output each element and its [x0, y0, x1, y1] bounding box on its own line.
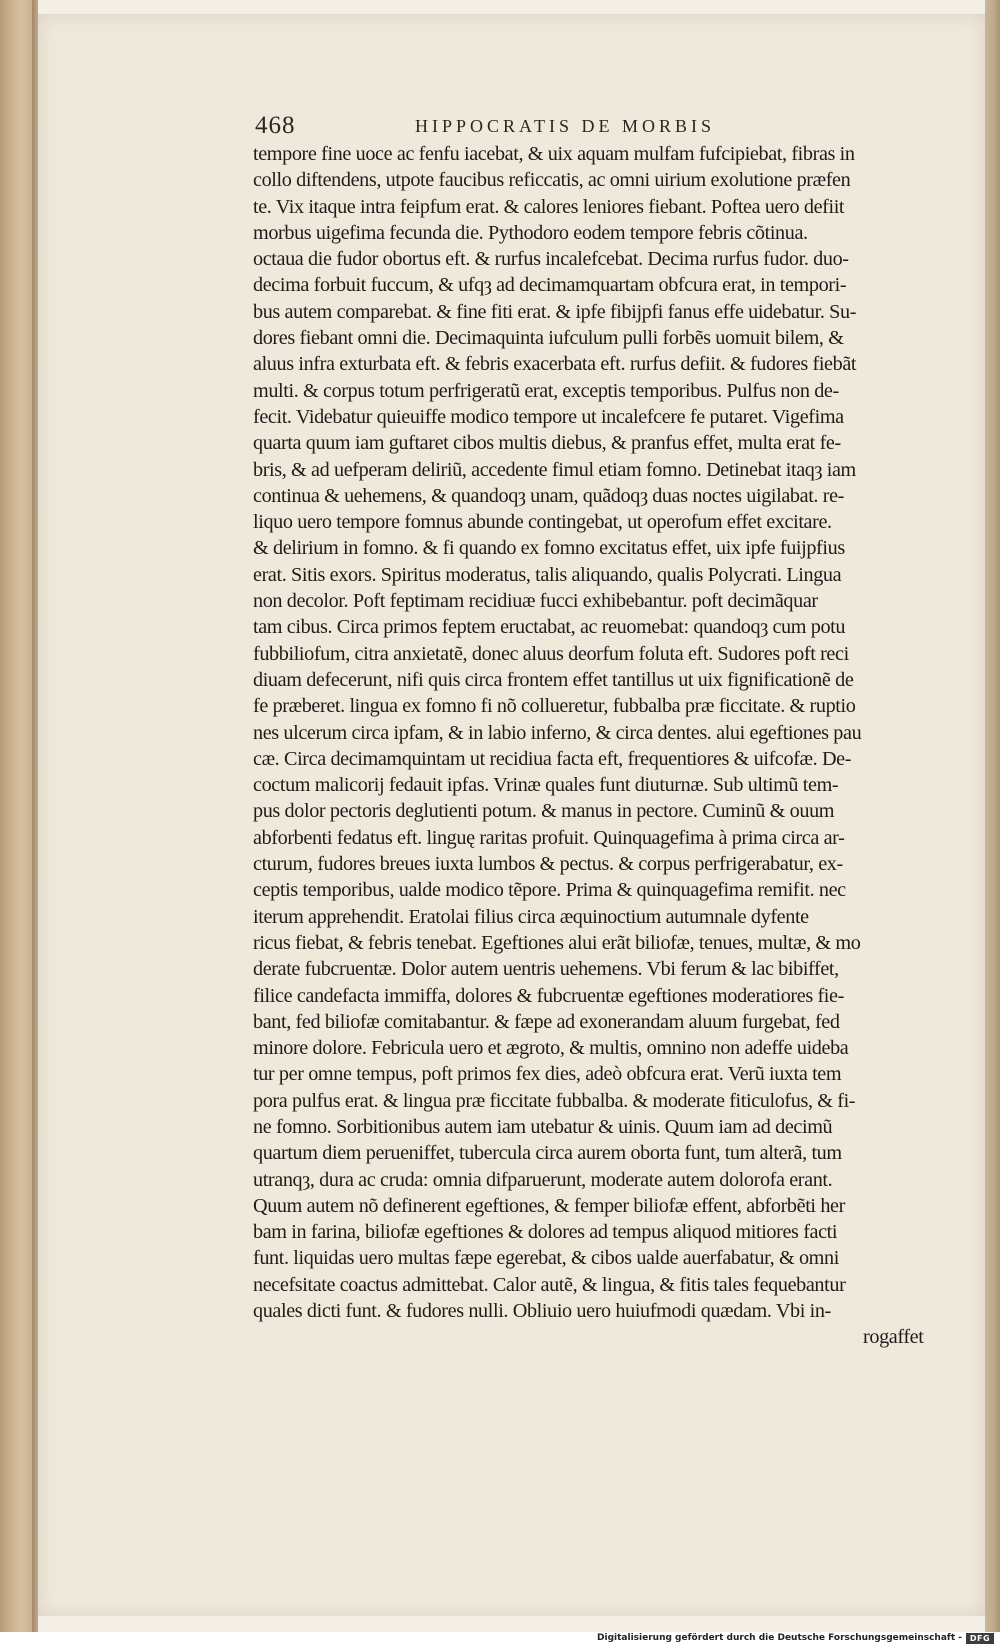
text-line: ne fomno. Sorbitionibus autem iam utebatur & uinis. Quum iam ad decimũ — [253, 1115, 833, 1138]
text-line: pus dolor pectoris deglutienti potum. & manus in pectore. Cuminũ & ouum — [253, 800, 835, 823]
running-title: HIPPOCRATIS DE MORBIS — [415, 116, 716, 136]
text-line: bam in farina, biliofæ egeftiones & dolores ad tempus aliquod mitiores facti — [253, 1221, 838, 1244]
funding-credit: Digitalisierung gefördert durch die Deutsche Forschungsgemeinschaft - — [597, 1633, 962, 1643]
text-line: quales dicti funt. & fudores nulli. Obliuio uero huiufmodi quædam. Vbi in- — [253, 1300, 831, 1323]
text-line: aluus infra exturbata eft. & febris exacerbata eft. rurfus defiit. & fudores fiebãt — [253, 353, 857, 376]
text-line: diuam defecerunt, nifi quis circa frontem effet tantillus ut uix fignificationẽ de — [253, 668, 854, 691]
text-line: abforbenti fedatus eft. linguę raritas profuit. Quinquagefima à prima circa ar- — [253, 826, 845, 849]
text-line: dores fiebant omni die. Decimaquinta iufculum pulli forbẽs uomuit bilem, & — [253, 327, 844, 350]
text-line: ceptis temporibus, ualde modico tẽpore. Prima & quinquagefima remifit. nec — [253, 879, 846, 902]
book-fore-edge-left — [0, 0, 38, 1632]
text-line: multi. & corpus totum perfrigeratũ erat, exceptis temporibus. Pulfus non de- — [253, 379, 839, 402]
text-line: cæ. Circa decimamquintam ut recidiua facta eft, frequentiores & uifcofæ. De- — [253, 747, 852, 770]
text-line: coctum malicorij fedauit ipfas. Vrinæ quales funt diuturnæ. Sub ultimũ tem- — [253, 774, 839, 797]
text-line: derate fubcruentæ. Dolor autem uentris uehemens. Vbi ferum & lac bibiffet, — [253, 958, 839, 981]
text-line: bris, & ad uefperam deliriũ, accedente fimul etiam fomno. Detinebat itaqȝ iam — [253, 458, 856, 481]
text-line: non decolor. Poft feptimam recidiuæ fucci exhibebantur. poft decimãquar — [253, 590, 818, 613]
text-line: quarta quum iam guftaret cibos multis diebus, & pranfus effet, multa erat fe- — [253, 432, 841, 455]
running-head — [255, 112, 935, 142]
text-line: utranqȝ, dura ac cruda: omnia difparuerunt, moderate autem dolorofa erant. — [253, 1168, 833, 1191]
text-line: continua & uehemens, & quandoqȝ unam, quãdoqȝ duas noctes uigilabat. re- — [253, 484, 845, 507]
text-line: tempore fine uoce ac fenfu iacebat, & uix aquam mulfam fufcipiebat, fibras in — [253, 143, 855, 165]
text-line: nes ulcerum circa ipfam, & in labio inferno, & circa dentes. alui egeftiones pau — [253, 721, 862, 744]
text-line: tam cibus. Circa primos feptem eructabat, ac reuomebat: quandoqȝ cum potu — [253, 616, 846, 639]
text-line: collo diftendens, utpote faucibus reficcatis, ac omni uirium exolutione præfen — [253, 169, 851, 192]
text-line: te. Vix itaque intra feipfum erat. & calores leniores fiebant. Poftea uero defiit — [253, 195, 845, 218]
text-line: fe præberet. lingua ex fomno fi nõ collueretur, fubbalba præ ficcitate. & ruptio — [253, 695, 856, 718]
text-line: morbus uigefima fecunda die. Pythodoro eodem tempore febris cõtinua. — [253, 221, 808, 244]
text-line: minore dolore. Febricula uero et ægroto, & multis, omnino non adeffe uideba — [253, 1037, 849, 1060]
text-line: quartum diem perueniffet, tubercula circa aurem oborta funt, tum alterã, tum — [253, 1142, 842, 1165]
text-line: octaua die fudor obortus eft. & rurfus incalefcebat. Decima rurfus fudor. duo- — [253, 248, 849, 271]
text-line: tur per omne tempus, poft primos fex dies, adeò obfcura erat. Verũ iuxta tem — [253, 1063, 842, 1086]
text-line: funt. liquidas uero multas fæpe egerebat, & cibos ualde auerfabatur, & omni — [253, 1247, 839, 1270]
dfg-logo: DFG — [966, 1633, 994, 1644]
text-line: bus autem comparebat. & fine fiti erat. & ipfe fibijpfi fanus effe uidebatur. Su- — [253, 300, 857, 323]
text-line: necefsitate coactus admittebat. Calor autẽ, & lingua, & fitis tales fequebantur — [253, 1273, 846, 1296]
text-line: fecit. Videbatur quieuiffe modico tempore ut incalefcere fe putaret. Vigefima — [253, 405, 844, 428]
text-line: & delirium in fomno. & fi quando ex fomno excitatus effet, uix ipfe fuijpfius — [253, 537, 845, 560]
text-line: bant, fed biliofæ comitabantur. & fæpe ad exonerandam aluum furgebat, fed — [253, 1010, 840, 1033]
catchword: rogaffet — [863, 1326, 924, 1349]
text-line: erat. Sitis exors. Spiritus moderatus, talis aliquando, qualis Polycrati. Lingua — [253, 563, 842, 586]
text-line: cturum, fudores breues iuxta lumbos & pectus. & corpus perfrigerabatur, ex- — [253, 853, 843, 876]
text-line: decima forbuit fuccum, & ufqȝ ad decimamquartam obfcura erat, in tempori- — [253, 274, 847, 297]
text-line: liquo uero tempore fomnus abunde contingebat, ut operofum effet excitare. — [253, 511, 832, 534]
text-line: ricus fiebat, & febris tenebat. Egeftiones alui erãt biliofæ, tenues, multæ, & mo — [253, 931, 861, 954]
book-edge-right — [985, 0, 1000, 1632]
text-line: iterum apprehendit. Eratolai filius circa æquinoctium autumnale dyfente — [253, 905, 809, 928]
page-number: 468 — [255, 112, 296, 139]
text-line: filice candefacta immiffa, dolores & fubcruentæ egeftiones moderatiores fie- — [253, 984, 844, 1007]
body-text — [253, 141, 953, 1351]
text-line: pora pulfus erat. & lingua præ ficcitate fubbalba. & moderate fiticulofus, & fi- — [253, 1089, 856, 1112]
footer-bar — [0, 1632, 1000, 1645]
text-line: Quum autem nõ definerent egeftiones, & femper biliofæ effent, abforbẽti her — [253, 1194, 845, 1217]
text-line: fubbiliofum, citra anxietatẽ, donec aluus deorfum foluta eft. Sudores poft reci — [253, 642, 849, 665]
